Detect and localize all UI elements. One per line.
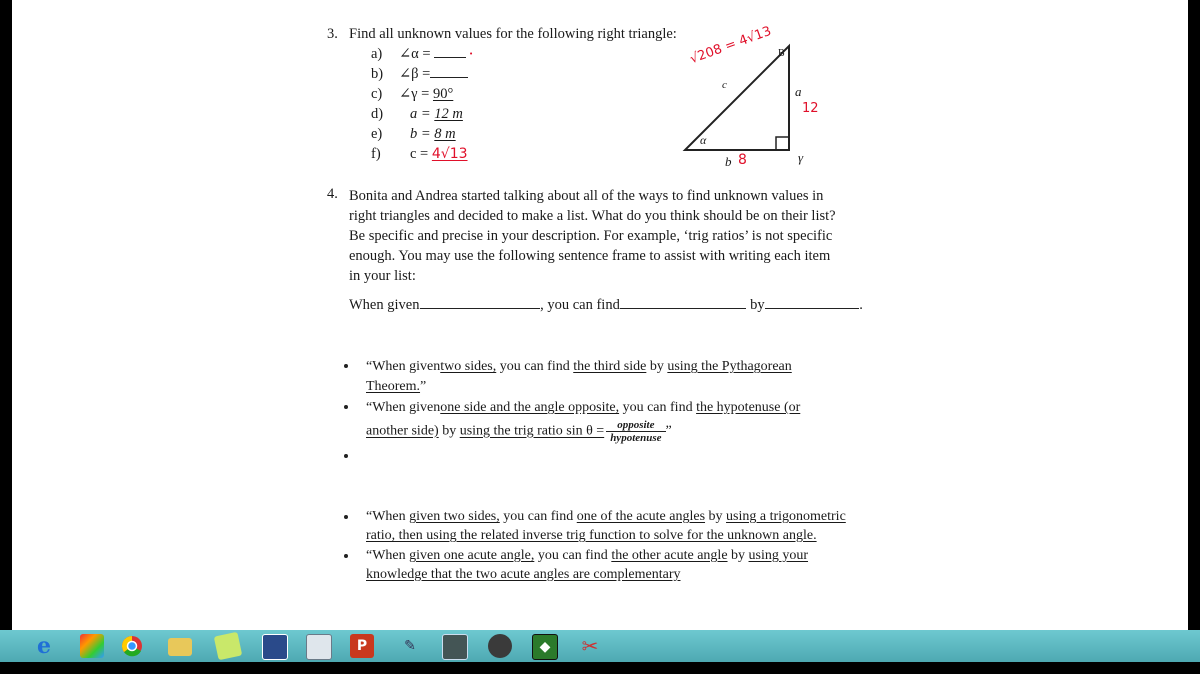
q3-item-c-letter: c) (371, 86, 383, 102)
b2-open: “When given (366, 400, 441, 415)
b1-close: ” (420, 379, 427, 394)
frame-end: . (859, 297, 863, 313)
frame-when-given: When given (349, 297, 420, 313)
bullet-dot (344, 405, 348, 409)
q3-prompt: Find all unknown values for the following right triangle: (349, 26, 677, 42)
bullet-dot (344, 364, 348, 368)
b1-open: “When given (366, 359, 441, 374)
q3-item-e-value: 8 m (434, 126, 456, 142)
q3-item-b-blank (430, 76, 468, 78)
bullet-dot (344, 454, 348, 458)
b3-find: one of the acute angles (576, 509, 706, 524)
q3-item-d-label: a = (410, 106, 431, 122)
palette-icon[interactable]: ✎ (404, 638, 416, 654)
b3-by: using a trigonometric (726, 509, 846, 524)
frame-blank-2 (620, 307, 746, 309)
fraction-denominator: hypotenuse (610, 432, 662, 444)
b4-by-text: by (727, 548, 749, 563)
calculator-icon[interactable] (306, 634, 332, 660)
b1-given: two sides, (440, 359, 497, 374)
label-a: a (795, 84, 802, 99)
b1-by: using the Pythagorean (667, 359, 792, 374)
powerpoint-icon[interactable]: P (350, 634, 374, 658)
network-icon[interactable] (442, 634, 468, 660)
bullet-item-1 (366, 357, 792, 397)
bullet-dot (344, 554, 348, 558)
q4-line-3: Be specific and precise in your description. For example, ‘trig ratios’ is not specific (349, 228, 833, 244)
label-b-value: 8 (738, 152, 747, 168)
ie-icon[interactable]: e (37, 633, 51, 659)
q3-item-b-label: ∠β = (399, 66, 431, 82)
q3-item-d-letter: d) (371, 106, 384, 122)
b4-given: given one acute angle, (409, 548, 535, 563)
frame-blank-3 (765, 307, 859, 309)
chrome-icon[interactable] (120, 634, 144, 658)
tool2-icon[interactable]: ◆ (532, 634, 558, 660)
b2-given: one side and the angle opposite, (440, 400, 620, 415)
q4-line-2: right triangles and decided to make a list. What do you think should be on their list? (349, 208, 836, 224)
frame-you-can-find: , you can find (540, 297, 620, 313)
sine-fraction (606, 419, 665, 444)
app-icon[interactable] (262, 634, 288, 660)
hypotenuse-work: √208 = 4√13 (688, 23, 774, 68)
tool-icon[interactable] (488, 634, 512, 658)
bullet-item-3 (366, 507, 846, 545)
angle-gamma-label: γ (798, 150, 804, 165)
paint-icon[interactable] (80, 634, 104, 658)
b2-find2: another side) (366, 423, 439, 439)
b2-find-text: you can find (619, 400, 697, 415)
b1-find: the third side (573, 359, 647, 374)
q4-line-1: Bonita and Andrea started talking about all of the ways to find unknown values in (349, 188, 824, 204)
q3-item-f-value: 4√13 (431, 146, 468, 162)
sentence-frame (349, 297, 863, 314)
q3-item-f-label: c = (410, 146, 429, 162)
q4-line-4: enough. You may use the following sentence frame to assist with writing each item (349, 248, 831, 264)
b4-find-text: you can find (534, 548, 612, 563)
q3-item-d-value: 12 m (434, 106, 463, 122)
folder-icon[interactable] (168, 638, 192, 656)
b3-given: given two sides, (409, 509, 500, 524)
taskbar (0, 630, 1200, 662)
b4-open: “When (366, 548, 406, 563)
b1-find-text: you can find (496, 359, 574, 374)
b2-close: ” (665, 423, 672, 439)
b1-by2: Theorem. (366, 379, 421, 394)
b3-find-text: you can find (499, 509, 577, 524)
label-b: b (725, 154, 732, 169)
document-page (12, 0, 1188, 630)
q4-line-5: in your list: (349, 268, 416, 284)
right-angle-marker (776, 137, 789, 150)
q3-number: 3. (327, 26, 338, 42)
bullet-item-2 (366, 397, 800, 444)
b3-by2: ratio, then using the related inverse trig function to solve for the unknown angle. (366, 528, 817, 543)
angle-beta-label: B (778, 48, 785, 59)
b3-open: “When (366, 509, 406, 524)
q3-item-e-letter: e) (371, 126, 383, 142)
b4-by: using your (748, 548, 809, 563)
q3-item-a-blank (434, 56, 466, 58)
q4-number: 4. (327, 186, 338, 202)
bottom-edge (0, 662, 1200, 674)
q3-item-f-letter: f) (371, 146, 381, 162)
bullet-item-4 (366, 546, 808, 584)
q3-item-e-label: b = (410, 126, 431, 142)
b4-find: the other acute angle (611, 548, 728, 563)
label-c: c (722, 79, 727, 91)
q3-item-c-label: ∠γ = (399, 86, 430, 102)
b2-find: the hypotenuse (or (696, 400, 801, 415)
fraction-numerator: opposite (606, 419, 665, 432)
snipping-icon[interactable]: ✂ (581, 634, 599, 658)
q3-item-a-label: ∠α = (399, 46, 431, 62)
frame-blank-1 (420, 307, 540, 309)
q4-paragraph (349, 186, 836, 286)
frame-by: by (750, 297, 765, 313)
b4-by2: knowledge that the two acute angles are complementary (366, 567, 681, 582)
notes-icon[interactable] (214, 632, 242, 660)
b3-by-text: by (705, 509, 727, 524)
b2-by: using the trig ratio sin θ = (459, 423, 605, 439)
angle-alpha-label: α (700, 133, 707, 147)
ink-dot: • (469, 50, 474, 58)
q3-item-b-letter: b) (371, 66, 384, 82)
b1-by-text: by (646, 359, 668, 374)
q3-item-c-value: 90° (432, 86, 454, 102)
q3-item-a-letter: a) (371, 46, 383, 62)
b2-by-text: by (438, 423, 460, 439)
bullet-dot (344, 515, 348, 519)
label-a-value: 12 (802, 101, 819, 116)
